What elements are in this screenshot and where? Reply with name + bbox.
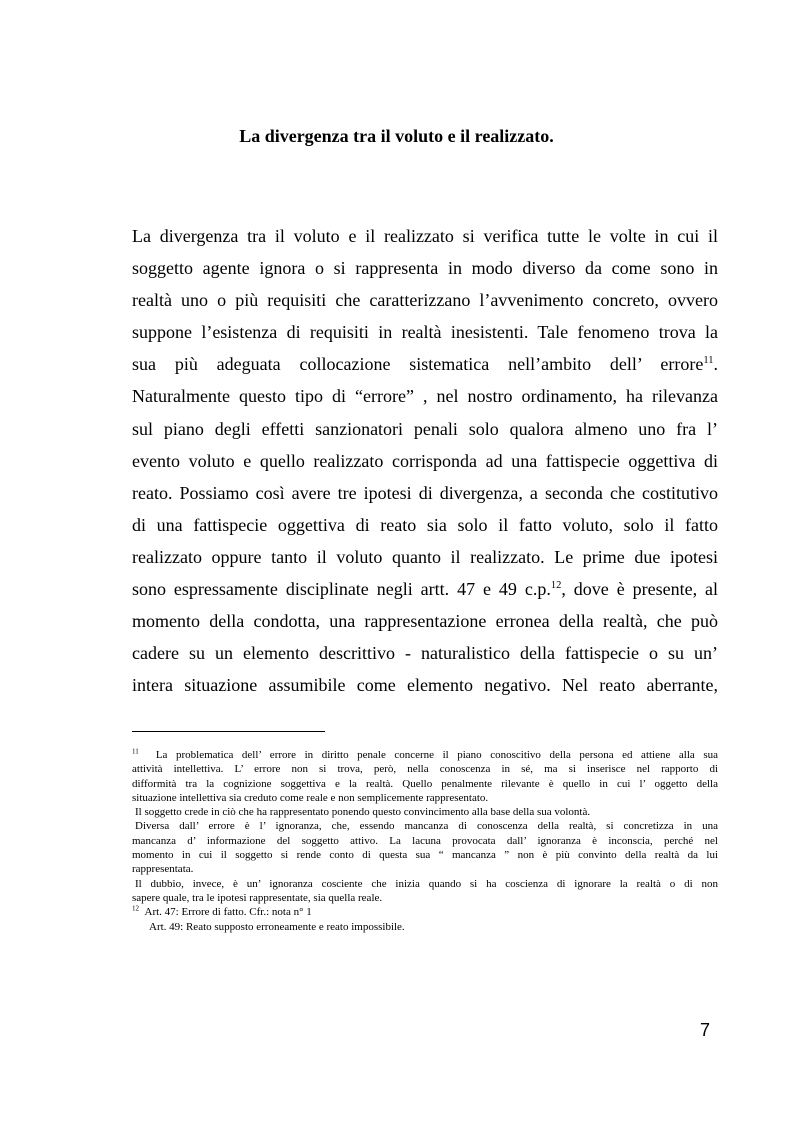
body-line: reato. Possiamo così avere tre ipotesi di divergenza, a seconda che costitutivo — [132, 482, 718, 503]
body-line-tail: , dove è presente, al — [561, 579, 718, 600]
body-text — [132, 220, 718, 701]
body-line: di una fattispecie oggettiva di reato sia solo il fatto voluto, solo il fatto — [132, 514, 718, 535]
body-line-text: sono espressamente disciplinate negli artt. 47 e 49 c.p. — [132, 579, 551, 600]
page-number: 7 — [700, 1020, 711, 1040]
footnote-line: sapere quale, tra le ipotesi rappresentate, sia quella reale. — [132, 891, 383, 904]
footnote-line: Il dubbio, invece, è un’ ignoranza cosciente che inizia quando si ha coscienza di ignorare la realtà o di non — [135, 877, 718, 890]
footnote-line: Diversa dall’ errore è l’ ignoranza, che, essendo mancanza di conoscenza della realtà, si concretizza in una — [135, 820, 718, 833]
body-line-text: sua più adeguata collocazione sistematica nell’ambito dell’ errore — [132, 354, 704, 375]
footnote-line — [132, 905, 718, 919]
body-line: realtà uno o più requisiti che caratterizzano l’avvenimento concreto, ovvero — [132, 290, 718, 311]
footnote-ref-12[interactable]: 12 — [550, 580, 562, 592]
body-line: sul piano degli effetti sanzionatori penali solo qualora almeno uno fra l’ — [132, 418, 718, 439]
footnote-line: Il soggetto crede in ciò che ha rappresentato ponendo questo convincimento alla base della sua volontà. — [135, 806, 591, 819]
footnote-mark-11: 11 — [132, 747, 139, 756]
body-line: soggetto agente ignora o si rappresenta in modo diverso da come sono in — [132, 258, 718, 279]
footnote-ref-11[interactable]: 11 — [703, 355, 714, 367]
body-line: cadere su un elemento descrittivo - naturalistico della fattispecie o su un’ — [132, 643, 718, 664]
footnote-12 — [132, 905, 718, 934]
body-line: realizzato oppure tanto il voluto quanto il realizzato. Le prime due ipotesi — [132, 546, 718, 567]
footnote-line: situazione intellettiva sia creduto come reale e non semplicemente rappresentato. — [132, 791, 489, 804]
body-line: momento della condotta, una rappresentazione erronea della realtà, che può — [132, 611, 718, 632]
body-line — [132, 573, 718, 605]
footnote-line: mancanza d’ informazione del soggetto attivo. La lacuna provocata dall’ ignoranza è inconscia, perché nel — [132, 834, 718, 847]
footnote-line: Art. 49: Reato supposto erroneamente e reato impossibile. — [149, 920, 405, 933]
body-line: evento voluto e quello realizzato corrisponda ad una fattispecie oggettiva di — [132, 450, 718, 471]
footnote-11 — [132, 748, 718, 905]
body-line: Naturalmente questo tipo di “errore” , nel nostro ordinamento, ha rilevanza — [132, 386, 718, 407]
body-line-tail: . — [713, 354, 718, 375]
footnote-line: attività intellettiva. L’ errore non si trova, però, nella conoscenza in sé, ma si inserisce nel rapporto di — [132, 763, 718, 776]
footnotes — [132, 748, 718, 934]
body-line: La divergenza tra il voluto e il realizzato si verifica tutte le volte in cui il — [132, 226, 718, 246]
body-line — [132, 348, 718, 380]
footnote-line — [132, 748, 718, 762]
body-line: suppone l’esistenza di requisiti in realtà inesistenti. Tale fenomeno trova la — [132, 322, 718, 343]
footnote-text: Art. 47: Errore di fatto. Cfr.: nota n° 1 — [144, 906, 312, 919]
footnote-line: momento in cui il soggetto si rende conto di questa sua “ mancanza ” non è più convinto della realtà da lui — [132, 849, 718, 862]
footnote-mark-12: 12 — [132, 904, 139, 913]
footnote-line: rappresentata. — [132, 863, 194, 876]
section-title: La divergenza tra il voluto e il realizzato. — [239, 126, 554, 146]
footnote-line: difformità tra la cognizione soggettiva e la realtà. Quello penalmente rilevante è quello in cui l’ oggetto della — [132, 777, 718, 790]
body-line: intera situazione assumibile come elemento negativo. Nel reato aberrante, — [132, 675, 718, 696]
footnote-text: La problematica dell’ errore in diritto penale concerne il piano conoscitivo della persona ed attiene alla sua — [155, 749, 718, 761]
footnote-separator — [132, 731, 325, 732]
